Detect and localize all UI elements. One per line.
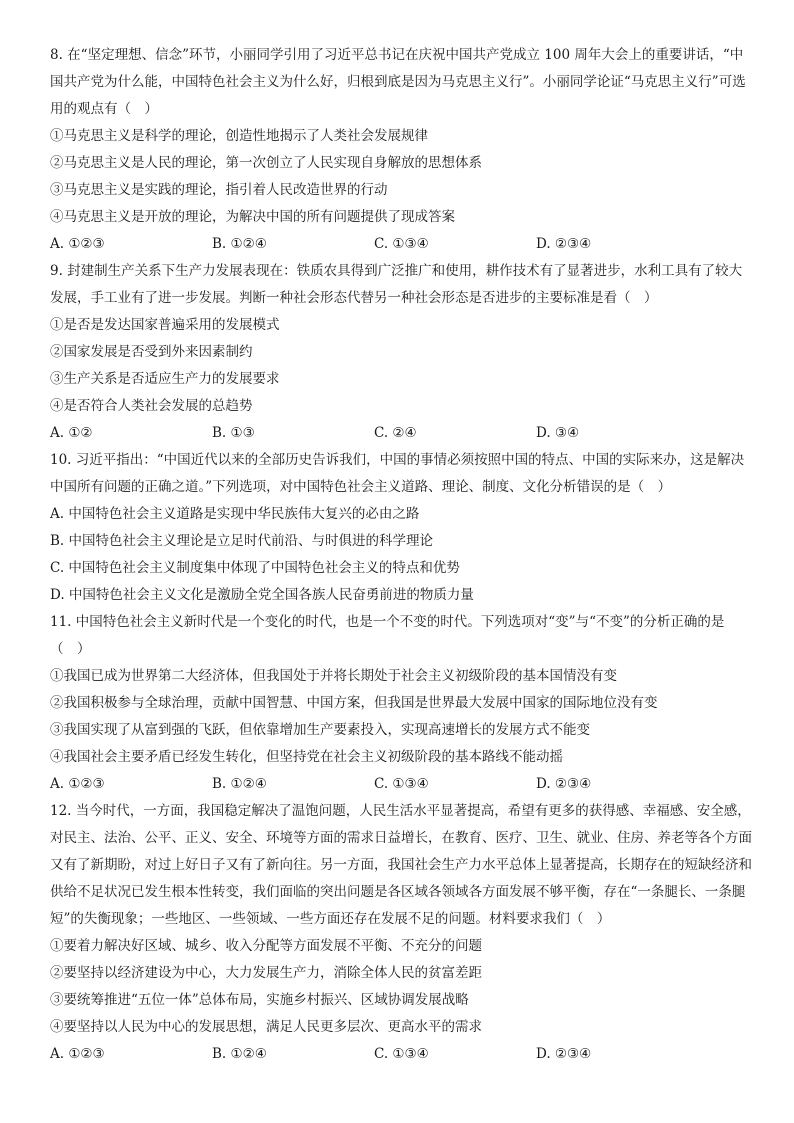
statement-item: ③要统筹推进“五位一体”总体布局，实施乡村振兴、区域协调发展战略: [50, 992, 469, 1008]
option-d[interactable]: D. 中国特色社会主义文化是激励全党全国各族人民奋勇前进的物质力量: [50, 587, 474, 603]
option-a[interactable]: A. ①②③: [50, 1046, 105, 1062]
answer-options: [50, 420, 754, 447]
question-stem: 10. 习近平指出：“中国近代以来的全部历史告诉我们，中国的事情必须按照中国的特点、中国的实际来办，这是解决中国所有问题的正确之道。”下列选项，对中国特色社会主义道路、理论、制度、文化分析错误的是（ ）: [50, 452, 745, 495]
statement-item: ④我国社会主要矛盾已经发生转化，但坚持党在社会主义初级阶段的基本路线不能动摇: [50, 749, 563, 765]
option-b[interactable]: B. ①②④: [212, 1046, 267, 1062]
option-d[interactable]: D. ②③④: [536, 1046, 592, 1062]
statement-item: ③我国实现了从富到强的飞跃，但依靠增加生产要素投入，实现高速增长的发展方式不能变: [50, 722, 590, 738]
question-10: [50, 447, 754, 609]
question-12: [50, 798, 754, 1068]
option-c[interactable]: C. ①③④: [374, 1046, 429, 1062]
statement-item: ①要着力解决好区域、城乡、收入分配等方面发展不平衡、不充分的问题: [50, 938, 482, 954]
option-c[interactable]: C. ①③④: [374, 236, 429, 252]
statement-item: ①我国已成为世界第二大经济体，但我国处于并将长期处于社会主义初级阶段的基本国情没有变: [50, 668, 617, 684]
statement-item: ④是否符合人类社会发展的总趋势: [50, 398, 253, 414]
statement-item: ④马克思主义是开放的理论，为解决中国的所有问题提供了现成答案: [50, 209, 455, 225]
option-b[interactable]: B. ①②④: [212, 236, 267, 252]
statement-item: ①马克思主义是科学的理论，创造性地揭示了人类社会发展规律: [50, 128, 428, 144]
option-c[interactable]: C. 中国特色社会主义制度集中体现了中国特色社会主义的特点和优势: [50, 560, 460, 576]
question-stem: 12. 当今时代，一方面，我国稳定解决了温饱问题，人民生活水平显著提高，希望有更多的获得感、幸福感、安全感，对民主、法治、公平、正义、安全、环境等方面的需求日益增长，在教育、医疗、卫生、就业、住房、养老等各个方面又有了新期盼，对过上好日子又有了新向往。另一方面，我国社会生产力水平总体上显著提高，长期存在的短缺经济和供给不足状况已发生根本性转变，我们面临的突出问题是各区域各领域各方面发展不够平衡，存在“一条腿长、一条腿短”的失衡现象；一些地区、一些领域、一些方面还存在发展不足的问题。材料要求我们（ ）: [50, 803, 752, 927]
option-b[interactable]: B. ①②④: [212, 776, 267, 792]
question-9: [50, 258, 754, 447]
statement-item: ②马克思主义是人民的理论，第一次创立了人民实现自身解放的思想体系: [50, 155, 482, 171]
option-a[interactable]: A. ①②: [50, 425, 93, 441]
option-c[interactable]: C. ①③④: [374, 776, 429, 792]
statement-item: ④要坚持以人民为中心的发展思想，满足人民更多层次、更高水平的需求: [50, 1019, 482, 1035]
statement-item: ②国家发展是否受到外来因素制约: [50, 344, 253, 360]
option-a[interactable]: A. 中国特色社会主义道路是实现中华民族伟大复兴的必由之路: [50, 506, 420, 522]
option-d[interactable]: D. ②③④: [536, 236, 592, 252]
statement-item: ②要坚持以经济建设为中心，大力发展生产力，消除全体人民的贫富差距: [50, 965, 482, 981]
statement-item: ①是否是发达国家普遍采用的发展模式: [50, 317, 280, 333]
option-a[interactable]: A. ①②③: [50, 236, 105, 252]
option-d[interactable]: D. ②③④: [536, 776, 592, 792]
exam-page: [50, 42, 754, 1068]
option-d[interactable]: D. ③④: [536, 425, 580, 441]
question-stem: 11. 中国特色社会主义新时代是一个变化的时代，也是一个不变的时代。下列选项对“变”与“不变”的分析正确的是（ ）: [50, 614, 725, 657]
question-11: [50, 609, 754, 798]
question-stem: 9. 封建制生产关系下生产力发展表现在：铁质农具得到广泛推广和使用，耕作技术有了显著进步，水利工具有了较大发展，手工业有了进一步发展。判断一种社会形态代替另一种社会形态是否进步的主要标准是看（ ）: [50, 263, 743, 306]
answer-options: [50, 771, 754, 798]
question-stem: 8. 在“坚定理想、信念”环节，小丽同学引用了习近平总书记在庆祝中国共产党成立 100 周年大会上的重要讲话，“中国共产党为什么能，中国特色社会主义为什么好，归根到底是因为马克思主义行”。小丽同学论证“马克思主义行”可选用的观点有（ ）: [50, 47, 746, 117]
option-b[interactable]: B. 中国特色社会主义理论是立足时代前沿、与时俱进的科学理论: [50, 533, 434, 549]
option-c[interactable]: C. ②④: [374, 425, 417, 441]
answer-options: [50, 1041, 754, 1068]
option-b[interactable]: B. ①③: [212, 425, 255, 441]
statement-item: ③马克思主义是实践的理论，指引着人民改造世界的行动: [50, 182, 388, 198]
statement-item: ③生产关系是否适应生产力的发展要求: [50, 371, 280, 387]
answer-options: [50, 231, 754, 258]
option-a[interactable]: A. ①②③: [50, 776, 105, 792]
statement-item: ②我国积极参与全球治理，贡献中国智慧、中国方案，但我国是世界最大发展中国家的国际地位没有变: [50, 695, 658, 711]
question-8: [50, 42, 754, 258]
